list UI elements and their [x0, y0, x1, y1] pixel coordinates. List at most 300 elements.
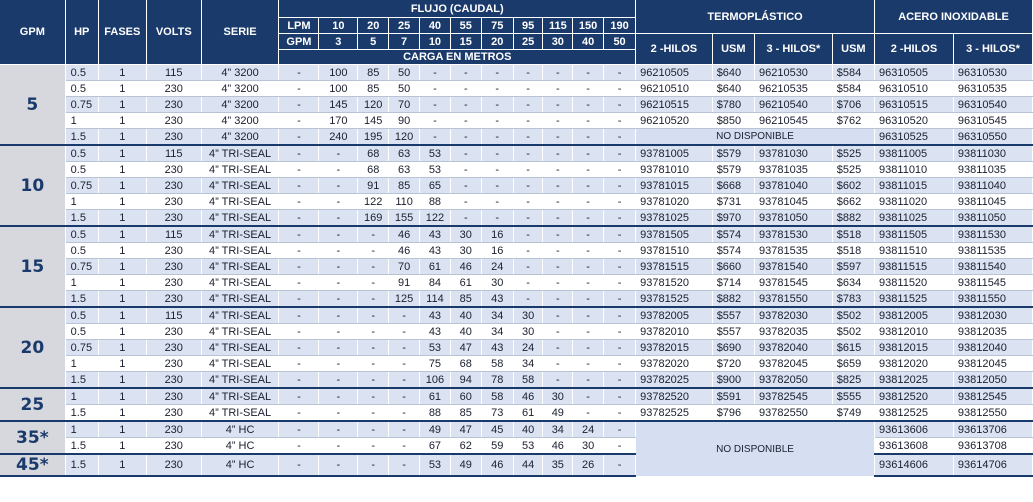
serie-cell: 4” TRI-SEAL	[201, 145, 279, 162]
carga-cell: 30	[450, 226, 481, 243]
carga-cell: -	[450, 113, 481, 129]
gpm-group-label: 20	[0, 307, 65, 388]
carga-cell: 43	[481, 291, 513, 308]
carga-cell: -	[319, 145, 358, 162]
serie-cell: 4” 3200	[201, 113, 279, 129]
carga-cell: -	[573, 340, 604, 356]
carga-cell: 30	[513, 307, 543, 324]
carga-cell: -	[389, 421, 420, 438]
carga-cell: -	[450, 81, 481, 97]
volts-cell: 115	[146, 307, 201, 324]
serie-cell: 4” TRI-SEAL	[201, 307, 279, 324]
carga-cell: -	[604, 454, 636, 476]
carga-cell: 53	[513, 438, 543, 455]
carga-cell: -	[573, 81, 604, 97]
flujo-header: FLUJO (CAUDAL)	[279, 0, 636, 18]
gpm-value: 3	[319, 34, 358, 50]
hp-cell: 0.5	[65, 65, 98, 81]
termo-usm-cell: $660	[712, 259, 754, 275]
carga-cell: -	[513, 65, 543, 81]
carga-cell: 88	[420, 194, 451, 210]
hp-cell: 0.5	[65, 162, 98, 178]
volts-cell: 230	[146, 454, 201, 476]
serie-cell: 4” TRI-SEAL	[201, 194, 279, 210]
carga-cell: 91	[358, 178, 389, 194]
sub-header: USM	[832, 34, 874, 65]
volts-cell: 230	[146, 81, 201, 97]
carga-cell: 120	[358, 97, 389, 113]
carga-cell: -	[450, 178, 481, 194]
termo-2hilos-cell: 93782025	[636, 372, 713, 389]
lpm-value: 20	[358, 18, 389, 34]
carga-cell: 91	[389, 275, 420, 291]
termo-usm-cell: $557	[712, 307, 754, 324]
acero-3hilos-cell: 93811550	[953, 291, 1032, 308]
carga-cell: -	[279, 421, 319, 438]
termo-usm-cell: $714	[712, 275, 754, 291]
carga-cell: -	[573, 405, 604, 422]
hp-cell: 1	[65, 421, 98, 438]
carga-cell: -	[319, 259, 358, 275]
termo-usm-cell: $706	[832, 97, 874, 113]
hp-cell: 0.5	[65, 226, 98, 243]
carga-cell: -	[358, 291, 389, 308]
acero-3hilos-cell: 93811535	[953, 243, 1032, 259]
termo-2hilos-cell: 93781005	[636, 145, 713, 162]
sub-header: 2 -HILOS	[875, 34, 954, 65]
acero-3hilos-cell: 93613706	[953, 421, 1032, 438]
carga-cell: 46	[513, 388, 543, 405]
carga-cell: -	[604, 226, 636, 243]
fases-cell: 1	[98, 162, 146, 178]
carga-cell: -	[481, 210, 513, 227]
carga-cell: 34	[481, 307, 513, 324]
carga-cell: -	[543, 145, 573, 162]
carga-cell: 67	[420, 438, 451, 455]
termo-2hilos-cell: 96210510	[636, 81, 713, 97]
carga-cell: 58	[481, 356, 513, 372]
carga-cell: 40	[450, 324, 481, 340]
carga-cell: -	[358, 307, 389, 324]
carga-cell: -	[513, 113, 543, 129]
carga-cell: -	[573, 243, 604, 259]
col-hp: HP	[65, 0, 98, 65]
carga-cell: -	[543, 259, 573, 275]
acero-3hilos-cell: 93613708	[953, 438, 1032, 455]
hp-cell: 0.5	[65, 324, 98, 340]
carga-cell: -	[513, 129, 543, 146]
table-row	[0, 162, 1033, 178]
serie-cell: 4” TRI-SEAL	[201, 356, 279, 372]
serie-cell: 4” TRI-SEAL	[201, 162, 279, 178]
carga-cell: -	[604, 81, 636, 97]
carga-cell: -	[604, 438, 636, 455]
carga-cell: -	[513, 162, 543, 178]
termo-usm-cell: $502	[832, 324, 874, 340]
table-row	[0, 243, 1033, 259]
carga-cell: -	[358, 438, 389, 455]
carga-cell: -	[319, 162, 358, 178]
carga-cell: 114	[420, 291, 451, 308]
termo-3hilos-cell: 93782550	[754, 405, 832, 422]
hp-cell: 0.75	[65, 97, 98, 113]
hp-cell: 1	[65, 194, 98, 210]
carga-cell: -	[420, 113, 451, 129]
termo-usm-cell: $882	[712, 291, 754, 308]
table-row	[0, 291, 1033, 308]
termo-usm-cell: $882	[832, 210, 874, 227]
carga-cell: -	[450, 145, 481, 162]
carga-cell: -	[543, 210, 573, 227]
carga-cell: 46	[481, 454, 513, 476]
carga-cell: 78	[481, 372, 513, 389]
carga-cell: -	[513, 97, 543, 113]
carga-cell: -	[543, 65, 573, 81]
termo-3hilos-cell: 93782035	[754, 324, 832, 340]
carga-cell: 145	[319, 97, 358, 113]
carga-cell: -	[358, 356, 389, 372]
volts-cell: 230	[146, 178, 201, 194]
hp-cell: 1.5	[65, 405, 98, 422]
carga-cell: -	[573, 307, 604, 324]
carga-cell: -	[604, 243, 636, 259]
carga-cell: -	[481, 145, 513, 162]
carga-cell: -	[450, 97, 481, 113]
carga-header: CARGA EN METROS	[279, 50, 636, 65]
carga-cell: -	[481, 178, 513, 194]
acero-2hilos-cell: 93811510	[875, 243, 954, 259]
acero-2hilos-cell: 96310510	[875, 81, 954, 97]
serie-cell: 4” TRI-SEAL	[201, 324, 279, 340]
carga-cell: 43	[481, 340, 513, 356]
carga-cell: -	[279, 129, 319, 146]
carga-cell: 240	[319, 129, 358, 146]
carga-cell: -	[358, 243, 389, 259]
carga-cell: -	[513, 226, 543, 243]
termo-3hilos-cell: 93781550	[754, 291, 832, 308]
serie-cell: 4” TRI-SEAL	[201, 210, 279, 227]
carga-cell: -	[450, 210, 481, 227]
termo-usm-cell: $602	[832, 178, 874, 194]
carga-cell: 46	[389, 243, 420, 259]
volts-cell: 230	[146, 129, 201, 146]
termo-usm-cell: $690	[712, 340, 754, 356]
carga-cell: -	[573, 275, 604, 291]
carga-cell: -	[543, 226, 573, 243]
gpm-group-label: 25	[0, 388, 65, 421]
carga-cell: -	[543, 194, 573, 210]
termo-2hilos-cell: 93781025	[636, 210, 713, 227]
table-row	[0, 324, 1033, 340]
fases-cell: 1	[98, 259, 146, 275]
acero-3hilos-cell: 96310530	[953, 65, 1032, 81]
carga-cell: -	[573, 178, 604, 194]
table-row	[0, 194, 1033, 210]
carga-cell: -	[604, 162, 636, 178]
carga-cell: -	[573, 113, 604, 129]
volts-cell: 115	[146, 65, 201, 81]
carga-cell: -	[604, 307, 636, 324]
carga-cell: -	[279, 243, 319, 259]
hp-cell: 0.5	[65, 145, 98, 162]
carga-cell: 53	[420, 145, 451, 162]
fases-cell: 1	[98, 178, 146, 194]
carga-cell: 170	[319, 113, 358, 129]
table-row	[0, 65, 1033, 81]
acero-2hilos-cell: 93811520	[875, 275, 954, 291]
carga-cell: 50	[389, 65, 420, 81]
carga-cell: -	[389, 340, 420, 356]
termo-2hilos-cell: 93782005	[636, 307, 713, 324]
carga-cell: -	[279, 162, 319, 178]
termo-usm-cell: $574	[712, 243, 754, 259]
termo-3hilos-cell: 93782045	[754, 356, 832, 372]
carga-cell: 61	[450, 275, 481, 291]
termo-3hilos-cell: 96210530	[754, 65, 832, 81]
carga-cell: 49	[450, 454, 481, 476]
termo-3hilos-cell: 93781030	[754, 145, 832, 162]
carga-cell: -	[604, 291, 636, 308]
table-row	[0, 372, 1033, 389]
volts-cell: 230	[146, 421, 201, 438]
carga-cell: -	[573, 145, 604, 162]
carga-cell: -	[604, 405, 636, 422]
carga-cell: 43	[420, 243, 451, 259]
termo-usm-cell: $574	[712, 226, 754, 243]
carga-cell: -	[543, 81, 573, 97]
termo-2hilos-cell: 93781515	[636, 259, 713, 275]
carga-cell: -	[604, 194, 636, 210]
carga-cell: -	[481, 97, 513, 113]
acero-3hilos-cell: 93811045	[953, 194, 1032, 210]
carga-cell: -	[420, 129, 451, 146]
termo-usm-cell: $502	[832, 307, 874, 324]
volts-cell: 230	[146, 210, 201, 227]
gpm-value: 5	[358, 34, 389, 50]
carga-cell: 34	[543, 421, 573, 438]
fases-cell: 1	[98, 421, 146, 438]
carga-cell: -	[450, 162, 481, 178]
carga-cell: -	[573, 388, 604, 405]
acero-2hilos-cell: 93811005	[875, 145, 954, 162]
gpm-value: 7	[389, 34, 420, 50]
table-row	[0, 356, 1033, 372]
carga-cell: 84	[420, 275, 451, 291]
fases-cell: 1	[98, 113, 146, 129]
gpm-value: 30	[543, 34, 573, 50]
termo-usm-cell: $640	[712, 65, 754, 81]
gpm-group-label: 45*	[0, 454, 65, 476]
carga-cell: -	[604, 388, 636, 405]
termo-usm-cell: $584	[832, 81, 874, 97]
termo-usm-cell: $900	[712, 372, 754, 389]
carga-cell: -	[319, 388, 358, 405]
termo-usm-cell: $659	[832, 356, 874, 372]
carga-cell: 34	[513, 356, 543, 372]
acero-2hilos-cell: 93811515	[875, 259, 954, 275]
carga-cell: -	[450, 194, 481, 210]
table-row	[0, 275, 1033, 291]
lpm-label: LPM	[279, 18, 319, 34]
carga-cell: 63	[389, 145, 420, 162]
table-row	[0, 454, 1033, 476]
fases-cell: 1	[98, 81, 146, 97]
carga-cell: -	[481, 162, 513, 178]
acero-2hilos-cell: 93613606	[875, 421, 954, 438]
fases-cell: 1	[98, 275, 146, 291]
carga-cell: -	[319, 243, 358, 259]
carga-cell: -	[358, 454, 389, 476]
carga-cell: -	[279, 454, 319, 476]
gpm-group-label: 5	[0, 65, 65, 146]
serie-cell: 4” TRI-SEAL	[201, 226, 279, 243]
carga-cell: -	[420, 65, 451, 81]
termo-usm-cell: $640	[712, 81, 754, 97]
volts-cell: 230	[146, 243, 201, 259]
carga-cell: 30	[543, 388, 573, 405]
carga-cell: -	[319, 324, 358, 340]
table-row	[0, 145, 1033, 162]
carga-cell: -	[513, 259, 543, 275]
carga-cell: -	[358, 226, 389, 243]
table-row	[0, 259, 1033, 275]
carga-cell: 195	[358, 129, 389, 146]
carga-cell: -	[279, 65, 319, 81]
serie-cell: 4” 3200	[201, 65, 279, 81]
carga-cell: -	[358, 324, 389, 340]
carga-cell: -	[604, 259, 636, 275]
serie-cell: 4” TRI-SEAL	[201, 372, 279, 389]
carga-cell: -	[279, 388, 319, 405]
termo-3hilos-cell: 96210540	[754, 97, 832, 113]
hp-cell: 0.5	[65, 81, 98, 97]
acero-2hilos-cell: 93812025	[875, 372, 954, 389]
serie-cell: 4” TRI-SEAL	[201, 178, 279, 194]
carga-cell: -	[279, 113, 319, 129]
carga-cell: -	[279, 307, 319, 324]
acero-2hilos-cell: 93811525	[875, 291, 954, 308]
carga-cell: 24	[481, 259, 513, 275]
col-fases: FASES	[98, 0, 146, 65]
volts-cell: 115	[146, 145, 201, 162]
termo-2hilos-cell: 96210520	[636, 113, 713, 129]
termo-3hilos-cell: 93782030	[754, 307, 832, 324]
volts-cell: 230	[146, 97, 201, 113]
hp-cell: 1.5	[65, 129, 98, 146]
carga-cell: -	[543, 162, 573, 178]
gpm-group-label: 10	[0, 145, 65, 226]
gpm-group-label: 15	[0, 226, 65, 307]
volts-cell: 230	[146, 372, 201, 389]
carga-cell: 75	[420, 356, 451, 372]
termo-2hilos-cell: 93782010	[636, 324, 713, 340]
carga-cell: -	[358, 259, 389, 275]
hp-cell: 1.5	[65, 210, 98, 227]
carga-cell: 49	[420, 421, 451, 438]
carga-cell: -	[604, 275, 636, 291]
carga-cell: -	[481, 113, 513, 129]
carga-cell: -	[319, 356, 358, 372]
termo-usm-cell: $525	[832, 162, 874, 178]
serie-cell: 4” 3200	[201, 97, 279, 113]
termo-usm-cell: $525	[832, 145, 874, 162]
carga-cell: -	[389, 454, 420, 476]
carga-cell: -	[604, 97, 636, 113]
termo-2hilos-cell: 93782520	[636, 388, 713, 405]
carga-cell: 85	[358, 81, 389, 97]
fases-cell: 1	[98, 307, 146, 324]
termo-usm-cell: $591	[712, 388, 754, 405]
carga-cell: 50	[389, 81, 420, 97]
acero-3hilos-cell: 96310540	[953, 97, 1032, 113]
lpm-value: 150	[573, 18, 604, 34]
termo-usm-cell: $615	[832, 340, 874, 356]
carga-cell: 85	[358, 65, 389, 81]
carga-cell: 120	[389, 129, 420, 146]
termo-3hilos-cell: 93781535	[754, 243, 832, 259]
carga-cell: -	[279, 275, 319, 291]
carga-cell: -	[319, 454, 358, 476]
acero-2hilos-cell: 93811015	[875, 178, 954, 194]
carga-cell: 106	[420, 372, 451, 389]
carga-cell: 34	[481, 324, 513, 340]
carga-cell: -	[420, 97, 451, 113]
carga-cell: -	[513, 81, 543, 97]
termo-3hilos-cell: 96210545	[754, 113, 832, 129]
acero-3hilos-cell: 93812050	[953, 372, 1032, 389]
termo-2hilos-cell: 93781020	[636, 194, 713, 210]
acero-2hilos-cell: 93811020	[875, 194, 954, 210]
acero-2hilos-cell: 93812015	[875, 340, 954, 356]
volts-cell: 230	[146, 275, 201, 291]
carga-cell: 35	[543, 454, 573, 476]
acero-2hilos-cell: 96310515	[875, 97, 954, 113]
carga-cell: 169	[358, 210, 389, 227]
table-row	[0, 405, 1033, 422]
termo-usm-cell: $579	[712, 162, 754, 178]
serie-cell: 4” HC	[201, 438, 279, 455]
table-row	[0, 210, 1033, 227]
termo-2hilos-cell: 93782015	[636, 340, 713, 356]
hp-cell: 1.5	[65, 291, 98, 308]
carga-cell: -	[389, 438, 420, 455]
carga-cell: -	[358, 421, 389, 438]
carga-cell: 45	[481, 421, 513, 438]
hp-cell: 1.5	[65, 454, 98, 476]
acero-2hilos-cell: 96310525	[875, 129, 954, 146]
lpm-value: 190	[604, 18, 636, 34]
acero-3hilos-cell: 93812045	[953, 356, 1032, 372]
termo-usm-cell: $720	[712, 356, 754, 372]
carga-cell: -	[573, 372, 604, 389]
termo-usm-cell: $825	[832, 372, 874, 389]
carga-cell: -	[319, 372, 358, 389]
carga-cell: -	[604, 145, 636, 162]
acero-3hilos-cell: 93811030	[953, 145, 1032, 162]
fases-cell: 1	[98, 405, 146, 422]
carga-cell: -	[420, 81, 451, 97]
hp-cell: 0.5	[65, 243, 98, 259]
serie-cell: 4” TRI-SEAL	[201, 291, 279, 308]
termo-usm-cell: $850	[712, 113, 754, 129]
carga-cell: -	[358, 275, 389, 291]
gpm-group-label: 35*	[0, 421, 65, 454]
carga-cell: -	[358, 405, 389, 422]
acero-3hilos-cell: 93811540	[953, 259, 1032, 275]
carga-cell: -	[279, 438, 319, 455]
acero-header: ACERO INOXIDABLE	[875, 0, 1033, 34]
volts-cell: 230	[146, 405, 201, 422]
